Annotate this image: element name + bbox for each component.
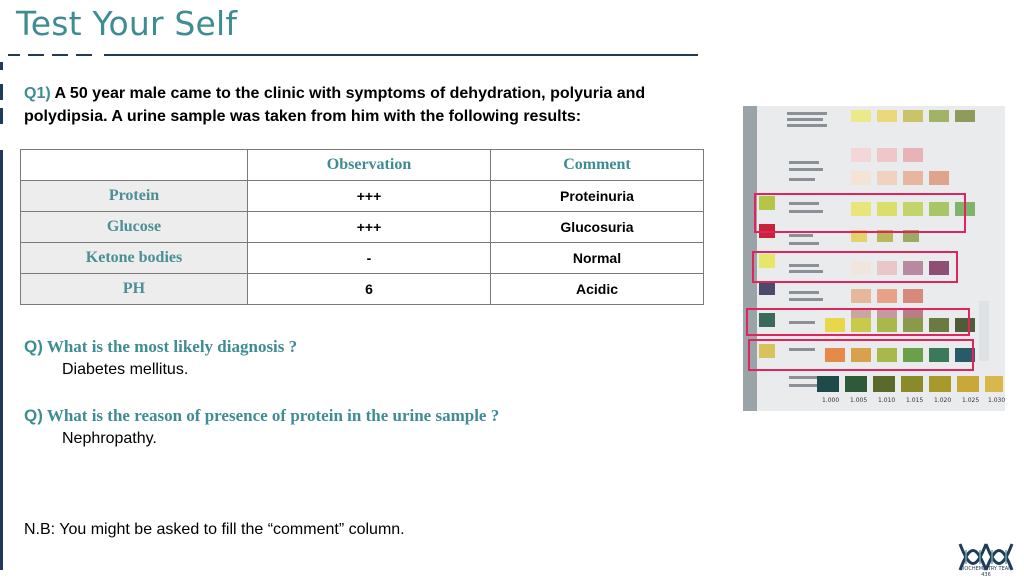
protein-observation: +++ — [248, 181, 491, 212]
question-1-text: A 50 year male came to the clinic with symptoms of dehydration, polyuria and polydipsia. A urine sample was taken from him with the following results: — [24, 85, 646, 125]
question-1 — [24, 82, 714, 128]
sg-label: 1.000 — [822, 397, 840, 404]
question-tag: Q) — [24, 406, 43, 425]
left-accent-tick — [0, 62, 3, 70]
question-protein-reason-text: What is the reason of presence of protein in the urine sample ? — [42, 406, 500, 425]
ph-observation: 6 — [248, 274, 491, 305]
row-label-protein: Protein — [21, 181, 248, 212]
glucose-comment: Glucosuria — [490, 212, 703, 243]
glucose-observation: +++ — [248, 212, 491, 243]
ph-comment: Acidic — [490, 274, 703, 305]
answer-protein-reason: Nephropathy. — [62, 430, 157, 447]
table-header-blank — [21, 150, 248, 181]
table-row — [21, 274, 704, 305]
sg-label: 1.005 — [850, 397, 868, 404]
sg-label: 1.030 — [988, 397, 1005, 404]
sg-label: 1.025 — [962, 397, 980, 404]
urine-test-strip-color-chart — [743, 106, 1005, 411]
sg-label: 1.010 — [878, 397, 896, 404]
slide-title: Test Your Self — [16, 4, 238, 43]
row-label-ph: PH — [21, 274, 248, 305]
table-header-observation: Observation — [248, 150, 491, 181]
question-tag: Q) — [24, 337, 43, 356]
table-row — [21, 181, 704, 212]
question-diagnosis — [24, 337, 297, 357]
sg-label: 1.020 — [934, 397, 952, 404]
sg-scale-labels — [743, 392, 1005, 406]
row-label-glucose: Glucose — [21, 212, 248, 243]
answer-diagnosis: Diabetes mellitus. — [62, 361, 189, 378]
table-row — [21, 212, 704, 243]
question-1-tag: Q1) — [24, 85, 51, 102]
protein-comment: Proteinuria — [490, 181, 703, 212]
left-accent-bar — [0, 150, 3, 570]
sg-label: 1.015 — [906, 397, 924, 404]
ketone-observation: - — [248, 243, 491, 274]
footnote: N.B: You might be asked to fill the “comment” column. — [24, 521, 405, 538]
table-header-comment: Comment — [490, 150, 703, 181]
title-underline — [8, 53, 698, 57]
table-row — [21, 243, 704, 274]
urine-results-table — [20, 149, 704, 305]
question-protein-reason — [24, 406, 499, 426]
question-diagnosis-text: What is the most likely diagnosis ? — [42, 337, 298, 356]
table-header-row — [21, 150, 704, 181]
ketone-comment: Normal — [490, 243, 703, 274]
row-label-ketone-bodies: Ketone bodies — [21, 243, 248, 274]
logo-text: BIOCHEMISTRY TEAM 436 — [959, 566, 1013, 578]
left-accent-tick — [0, 108, 3, 124]
left-accent-tick — [0, 84, 3, 100]
